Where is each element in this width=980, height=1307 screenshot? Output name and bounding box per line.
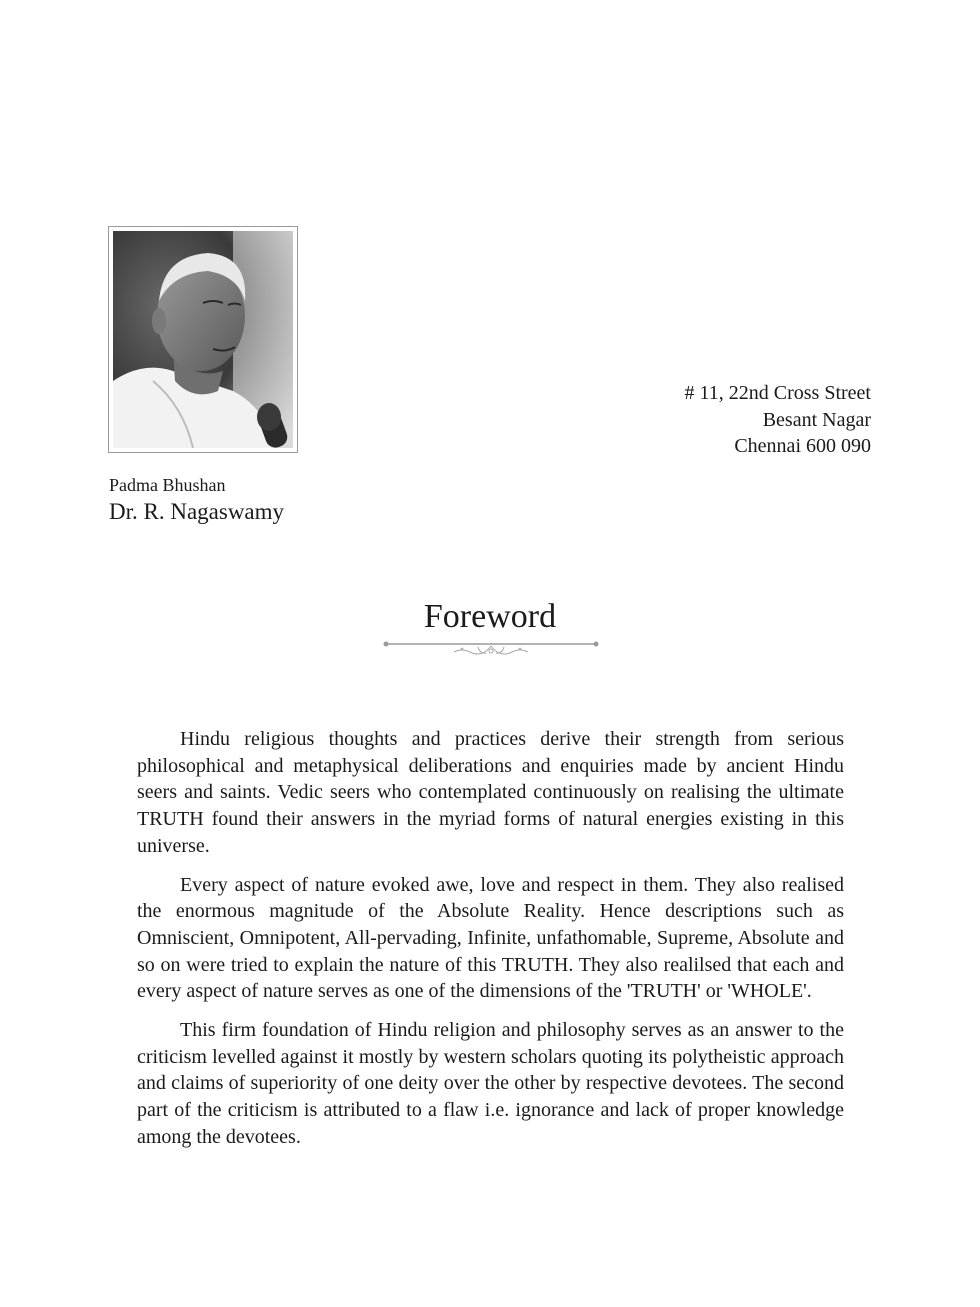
address-line: # 11, 22nd Cross Street bbox=[684, 382, 871, 404]
author-honor: Padma Bhushan bbox=[109, 475, 226, 495]
address-line: Chennai 600 090 bbox=[734, 435, 871, 457]
foreword-body bbox=[137, 726, 844, 1163]
paragraph: Hindu religious thoughts and practices derive their strength from serious philosophical and metaphysical deliberations and enquiries made by ancient Hindu seers and saints. Vedic seers who contemplated continuously on realising the ultimate TRUTH found their answers in the myriad forms of natural energies existing in this universe. bbox=[137, 728, 844, 857]
paragraph: Every aspect of nature evoked awe, love and respect in them. They also realised the enormous magnitude of the Absolute Reality. Hence descriptions such as Omniscient, Omnipotent, All-pervading, Infinite, unfathomable, Supreme, Absolute and so on were tried to explain the nature of this TRUTH. They also realilsed that each and every aspect of nature serves as one of the dimensions of the 'TRUTH' or 'WHOLE'. bbox=[137, 873, 844, 1003]
page-title: Foreword bbox=[423, 598, 557, 635]
address-line: Besant Nagar bbox=[762, 408, 871, 431]
author-name: Dr. R. Nagaswamy bbox=[109, 499, 285, 524]
paragraph: This firm foundation of Hindu religion and philosophy serves as an answer to the criticism levelled against it mostly by western scholars quoting its polytheistic approach and claims of superiority of one deity over the other by respective devotees. The second part of the criticism is attributed to a flaw i.e. ignorance and lack of proper knowledge among the devotees. bbox=[137, 1019, 844, 1148]
address-block bbox=[685, 380, 871, 460]
author-photo bbox=[113, 231, 293, 448]
ornament-divider-icon bbox=[382, 634, 600, 662]
author-photo-frame bbox=[108, 226, 298, 453]
